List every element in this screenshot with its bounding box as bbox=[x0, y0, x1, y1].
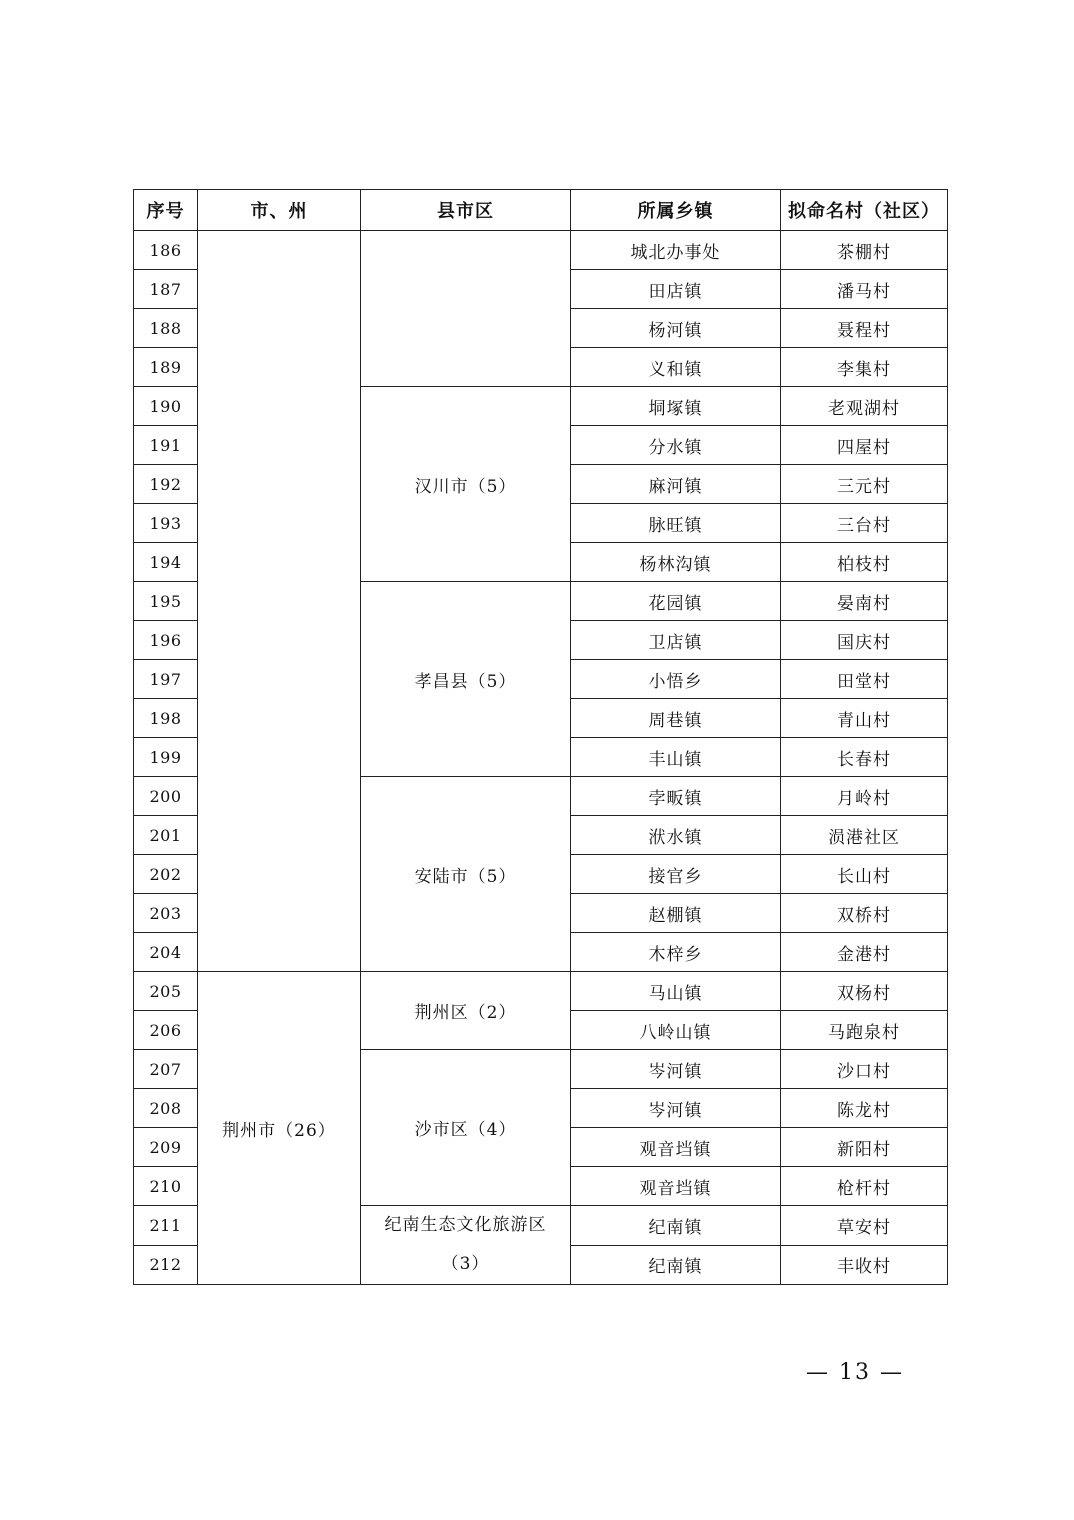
row-serial: 197 bbox=[134, 660, 198, 699]
row-town: 岑河镇 bbox=[571, 1050, 781, 1089]
row-serial: 204 bbox=[134, 933, 198, 972]
county-cell: 荆州区（2） bbox=[361, 972, 571, 1050]
row-village: 柏枝村 bbox=[781, 543, 948, 582]
row-village: 双桥村 bbox=[781, 894, 948, 933]
row-town: 杨林沟镇 bbox=[571, 543, 781, 582]
county-name-line2: （3） bbox=[441, 1254, 490, 1274]
row-serial: 212 bbox=[134, 1245, 198, 1285]
row-town: 丰山镇 bbox=[571, 738, 781, 777]
row-serial: 205 bbox=[134, 972, 198, 1011]
row-village: 新阳村 bbox=[781, 1128, 948, 1167]
row-serial: 206 bbox=[134, 1011, 198, 1050]
row-town: 观音垱镇 bbox=[571, 1167, 781, 1206]
row-serial: 196 bbox=[134, 621, 198, 660]
county-cell bbox=[361, 231, 571, 387]
row-town: 木梓乡 bbox=[571, 933, 781, 972]
row-town: 小悟乡 bbox=[571, 660, 781, 699]
row-village: 三元村 bbox=[781, 465, 948, 504]
row-village: 三台村 bbox=[781, 504, 948, 543]
row-town: 洑水镇 bbox=[571, 816, 781, 855]
row-town: 杨河镇 bbox=[571, 309, 781, 348]
row-village: 老观湖村 bbox=[781, 387, 948, 426]
county-cell: 安陆市（5） bbox=[361, 777, 571, 972]
row-town: 纪南镇 bbox=[571, 1206, 781, 1246]
row-town: 周巷镇 bbox=[571, 699, 781, 738]
table-header-row bbox=[134, 190, 948, 231]
row-town: 卫店镇 bbox=[571, 621, 781, 660]
row-town: 义和镇 bbox=[571, 348, 781, 387]
county-name-line1: 纪南生态文化旅游区 bbox=[384, 1215, 547, 1235]
row-village: 双杨村 bbox=[781, 972, 948, 1011]
row-village: 沙口村 bbox=[781, 1050, 948, 1089]
row-village: 田堂村 bbox=[781, 660, 948, 699]
header-serial: 序号 bbox=[134, 190, 198, 231]
row-serial: 203 bbox=[134, 894, 198, 933]
row-serial: 193 bbox=[134, 504, 198, 543]
table-body bbox=[134, 231, 948, 1285]
row-village: 枪杆村 bbox=[781, 1167, 948, 1206]
row-village: 青山村 bbox=[781, 699, 948, 738]
row-serial: 201 bbox=[134, 816, 198, 855]
row-village: 国庆村 bbox=[781, 621, 948, 660]
row-serial: 192 bbox=[134, 465, 198, 504]
row-village: 茶棚村 bbox=[781, 231, 948, 270]
row-serial: 189 bbox=[134, 348, 198, 387]
village-table bbox=[133, 189, 948, 1285]
row-village: 草安村 bbox=[781, 1206, 948, 1246]
row-serial: 186 bbox=[134, 231, 198, 270]
row-serial: 211 bbox=[134, 1206, 198, 1246]
row-town: 八岭山镇 bbox=[571, 1011, 781, 1050]
row-village: 李集村 bbox=[781, 348, 948, 387]
row-village: 长春村 bbox=[781, 738, 948, 777]
row-serial: 200 bbox=[134, 777, 198, 816]
header-village: 拟命名村（社区） bbox=[781, 190, 948, 231]
row-village: 金港村 bbox=[781, 933, 948, 972]
row-village: 丰收村 bbox=[781, 1245, 948, 1285]
row-serial: 199 bbox=[134, 738, 198, 777]
row-town: 垌塚镇 bbox=[571, 387, 781, 426]
header-county: 县市区 bbox=[361, 190, 571, 231]
row-village: 马跑泉村 bbox=[781, 1011, 948, 1050]
row-town: 分水镇 bbox=[571, 426, 781, 465]
county-cell: 孝昌县（5） bbox=[361, 582, 571, 777]
row-village: 月岭村 bbox=[781, 777, 948, 816]
row-serial: 198 bbox=[134, 699, 198, 738]
table-row bbox=[134, 231, 948, 270]
city-cell: 荆州市（26） bbox=[198, 972, 361, 1285]
table-row bbox=[134, 972, 948, 1011]
row-serial: 208 bbox=[134, 1089, 198, 1128]
row-serial: 210 bbox=[134, 1167, 198, 1206]
header-township: 所属乡镇 bbox=[571, 190, 781, 231]
row-town: 马山镇 bbox=[571, 972, 781, 1011]
row-serial: 194 bbox=[134, 543, 198, 582]
row-village: 陈龙村 bbox=[781, 1089, 948, 1128]
row-town: 麻河镇 bbox=[571, 465, 781, 504]
row-village: 聂程村 bbox=[781, 309, 948, 348]
row-town: 赵棚镇 bbox=[571, 894, 781, 933]
row-village: 潘马村 bbox=[781, 270, 948, 309]
row-serial: 207 bbox=[134, 1050, 198, 1089]
row-town: 观音垱镇 bbox=[571, 1128, 781, 1167]
row-serial: 187 bbox=[134, 270, 198, 309]
row-village: 长山村 bbox=[781, 855, 948, 894]
row-town: 花园镇 bbox=[571, 582, 781, 621]
row-serial: 191 bbox=[134, 426, 198, 465]
header-city: 市、州 bbox=[198, 190, 361, 231]
row-town: 田店镇 bbox=[571, 270, 781, 309]
row-serial: 209 bbox=[134, 1128, 198, 1167]
row-serial: 195 bbox=[134, 582, 198, 621]
row-town: 接官乡 bbox=[571, 855, 781, 894]
county-cell bbox=[361, 1206, 571, 1285]
row-serial: 202 bbox=[134, 855, 198, 894]
row-town: 脉旺镇 bbox=[571, 504, 781, 543]
row-village: 四屋村 bbox=[781, 426, 948, 465]
row-village: 晏南村 bbox=[781, 582, 948, 621]
row-town: 孛畈镇 bbox=[571, 777, 781, 816]
city-cell bbox=[198, 231, 361, 972]
row-village: 涢港社区 bbox=[781, 816, 948, 855]
row-serial: 188 bbox=[134, 309, 198, 348]
county-cell: 沙市区（4） bbox=[361, 1050, 571, 1206]
row-town: 纪南镇 bbox=[571, 1245, 781, 1285]
county-cell: 汉川市（5） bbox=[361, 387, 571, 582]
page-number: — 13 — bbox=[806, 1360, 904, 1385]
row-serial: 190 bbox=[134, 387, 198, 426]
row-town: 岑河镇 bbox=[571, 1089, 781, 1128]
row-town: 城北办事处 bbox=[571, 231, 781, 270]
